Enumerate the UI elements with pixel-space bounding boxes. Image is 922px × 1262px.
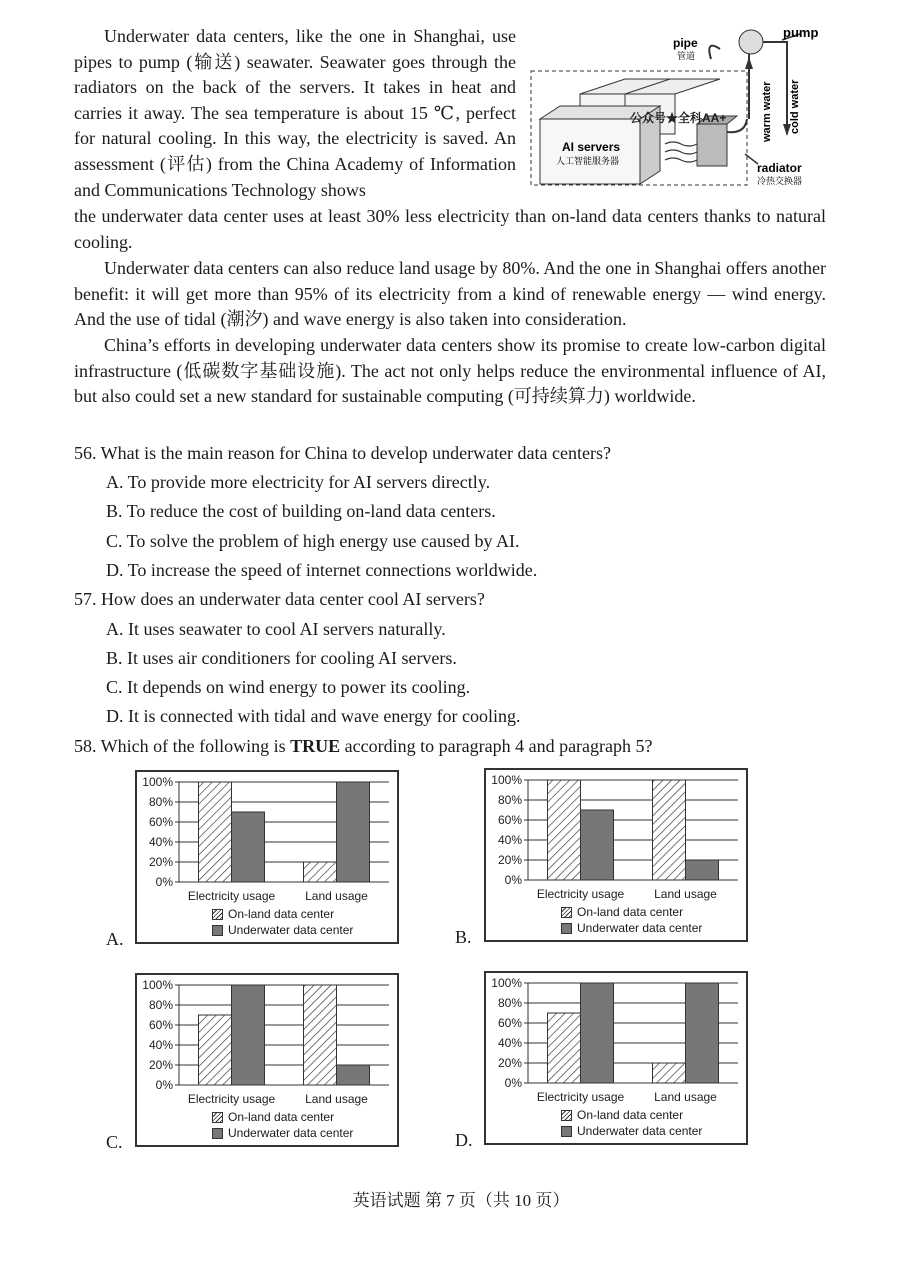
x-tick-label: Land usage <box>305 1092 368 1106</box>
y-tick-label: 0% <box>155 875 173 889</box>
warm-water-label: warm water <box>761 81 773 142</box>
legend-label: On-land data center <box>577 905 684 919</box>
bar-on-land <box>304 862 337 882</box>
chart-a-label[interactable]: A. <box>106 929 124 949</box>
y-tick-label: 100% <box>491 773 522 787</box>
legend-label: Underwater data center <box>577 921 703 935</box>
chart-c[interactable] <box>135 973 399 1147</box>
y-tick-label: 60% <box>497 813 522 827</box>
y-tick-label: 20% <box>497 1056 522 1070</box>
bar-underwater <box>232 812 265 882</box>
chart-legend <box>561 1107 702 1139</box>
legend-swatch <box>561 923 572 934</box>
question-56-option-b[interactable]: B. To reduce the cost of building on-land data centers. <box>106 501 496 521</box>
legend-swatch <box>561 907 572 918</box>
legend-item <box>212 906 353 922</box>
question-58-stem-pre: 58. Which of the following is <box>74 736 291 756</box>
y-tick-label: 80% <box>148 795 173 809</box>
chart-b-label[interactable]: B. <box>455 927 472 947</box>
y-tick-label: 40% <box>148 1038 173 1052</box>
bar-on-land <box>199 1015 232 1085</box>
bar-on-land <box>548 1013 581 1083</box>
y-tick-label: 20% <box>148 855 173 869</box>
legend-label: Underwater data center <box>228 923 354 937</box>
y-tick-label: 40% <box>497 1036 522 1050</box>
y-tick-label: 60% <box>497 1016 522 1030</box>
chart-legend <box>212 1109 353 1141</box>
legend-item <box>561 1123 702 1139</box>
y-tick-label: 0% <box>504 1076 522 1090</box>
legend-label: On-land data center <box>228 907 335 921</box>
y-tick-label: 60% <box>148 815 173 829</box>
bar-on-land <box>304 985 337 1085</box>
y-tick-label: 40% <box>497 833 522 847</box>
radiator-label: radiator <box>757 161 802 175</box>
x-tick-label: Land usage <box>654 887 717 901</box>
y-tick-label: 100% <box>142 775 173 789</box>
bar-underwater <box>581 810 614 880</box>
legend-item <box>212 922 353 938</box>
paragraph-3: China’s efforts in developing underwater data centers show its promise to create low-carbon digital infrastructure (低碳数字基础设施). The act not only helps reduce the environmental influence of AI, but also could set a new standard for sustainable computing (可持续算力) worldwide. <box>74 335 826 407</box>
pump-label: pump <box>783 25 819 40</box>
bar-on-land <box>199 782 232 882</box>
chart-legend <box>212 906 353 938</box>
legend-swatch <box>212 909 223 920</box>
cooling-diagram <box>525 24 830 199</box>
y-tick-label: 60% <box>148 1018 173 1032</box>
y-tick-label: 80% <box>497 996 522 1010</box>
pipe-cn-label: 管道 <box>677 51 696 61</box>
y-tick-label: 0% <box>504 873 522 887</box>
paragraph-1: Underwater data centers, like the one in Shanghai, use pipes to pump (输送) seawater. Seawater goes through the radiators on the back of the servers. It takes in heat and carries it away. The sea temperature is about 15 ℃, perfect for natural cooling. In this way, the electricity is saved. An assessment (评估) from the China Academy of Information and Communications Technology shows <box>74 26 516 200</box>
question-56-stem: 56. What is the main reason for China to develop underwater data centers? <box>74 443 611 463</box>
bar-on-land <box>653 1063 686 1083</box>
legend-item <box>561 920 702 936</box>
y-tick-label: 20% <box>148 1058 173 1072</box>
legend-item <box>561 904 702 920</box>
question-56-option-d[interactable]: D. To increase the speed of internet connections worldwide. <box>106 560 538 580</box>
ai-servers-cn-label: 人工智能服务器 <box>556 156 620 166</box>
legend-label: On-land data center <box>577 1108 684 1122</box>
y-tick-label: 0% <box>155 1078 173 1092</box>
x-tick-label: Electricity usage <box>187 1092 276 1106</box>
question-57-option-a[interactable]: A. It uses seawater to cool AI servers naturally. <box>106 619 446 639</box>
bar-underwater <box>686 860 719 880</box>
chart-d-label[interactable]: D. <box>455 1130 473 1150</box>
bar-on-land <box>653 780 686 880</box>
watermark: 公众号★全科AA+ <box>630 111 727 125</box>
y-tick-label: 100% <box>491 976 522 990</box>
paragraph-1-continued: the underwater data center uses at least 30% less electricity than on-land data centers thanks to natural cooling. <box>74 206 826 252</box>
pump-shape <box>739 30 763 54</box>
legend-swatch <box>561 1126 572 1137</box>
x-tick-label: Land usage <box>654 1090 717 1104</box>
paragraph-2: Underwater data centers can also reduce land usage by 80%. And the one in Shanghai offers another benefit: it will get more than 95% of its electricity from a kind of renewable energy — wind energy. And the use of tidal (潮汐) and wave energy is also taken into consideration. <box>74 258 826 330</box>
page-footer: 英语试题 第 7 页（共 10 页） <box>352 1191 570 1210</box>
y-tick-label: 80% <box>148 998 173 1012</box>
legend-swatch <box>212 925 223 936</box>
legend-label: Underwater data center <box>577 1124 703 1138</box>
x-tick-label: Land usage <box>305 889 368 903</box>
y-tick-label: 100% <box>142 978 173 992</box>
bar-underwater <box>686 983 719 1083</box>
bar-underwater <box>337 782 370 882</box>
question-57-option-c[interactable]: C. It depends on wind energy to power its cooling. <box>106 677 471 697</box>
legend-item <box>561 1107 702 1123</box>
chart-legend <box>561 904 702 936</box>
legend-swatch <box>212 1128 223 1139</box>
question-57-stem: 57. How does an underwater data center cool AI servers? <box>74 589 485 609</box>
x-tick-label: Electricity usage <box>536 1090 625 1104</box>
chart-b[interactable] <box>484 768 748 942</box>
question-58-stem-post: according to paragraph 4 and paragraph 5? <box>340 736 653 756</box>
radiator-box <box>697 124 727 166</box>
legend-item <box>212 1109 353 1125</box>
question-57-option-b[interactable]: B. It uses air conditioners for cooling AI servers. <box>106 648 457 668</box>
ai-servers-label: AI servers <box>562 140 621 154</box>
y-tick-label: 40% <box>148 835 173 849</box>
bar-on-land <box>548 780 581 880</box>
legend-swatch <box>212 1112 223 1123</box>
pipe-label: pipe <box>673 36 698 50</box>
chart-c-label[interactable]: C. <box>106 1132 123 1152</box>
chart-a[interactable] <box>135 770 399 944</box>
x-tick-label: Electricity usage <box>187 889 276 903</box>
legend-label: Underwater data center <box>228 1126 354 1140</box>
legend-swatch <box>561 1110 572 1121</box>
bar-underwater <box>337 1065 370 1085</box>
bar-underwater <box>232 985 265 1085</box>
y-tick-label: 80% <box>497 793 522 807</box>
cold-water-label: cold water <box>789 79 801 134</box>
chart-d[interactable] <box>484 971 748 1145</box>
bar-underwater <box>581 983 614 1083</box>
x-tick-label: Electricity usage <box>536 887 625 901</box>
y-tick-label: 20% <box>497 853 522 867</box>
question-56-option-c[interactable]: C. To solve the problem of high energy use caused by AI. <box>106 531 520 551</box>
radiator-cn-label: 冷热交换器 <box>757 176 803 186</box>
question-56-option-a[interactable]: A. To provide more electricity for AI servers directly. <box>106 472 491 492</box>
legend-item <box>212 1125 353 1141</box>
question-58-stem-bold: TRUE <box>290 736 341 756</box>
question-57-option-d[interactable]: D. It is connected with tidal and wave energy for cooling. <box>106 706 521 726</box>
legend-label: On-land data center <box>228 1110 335 1124</box>
question-58-stem <box>74 735 653 757</box>
